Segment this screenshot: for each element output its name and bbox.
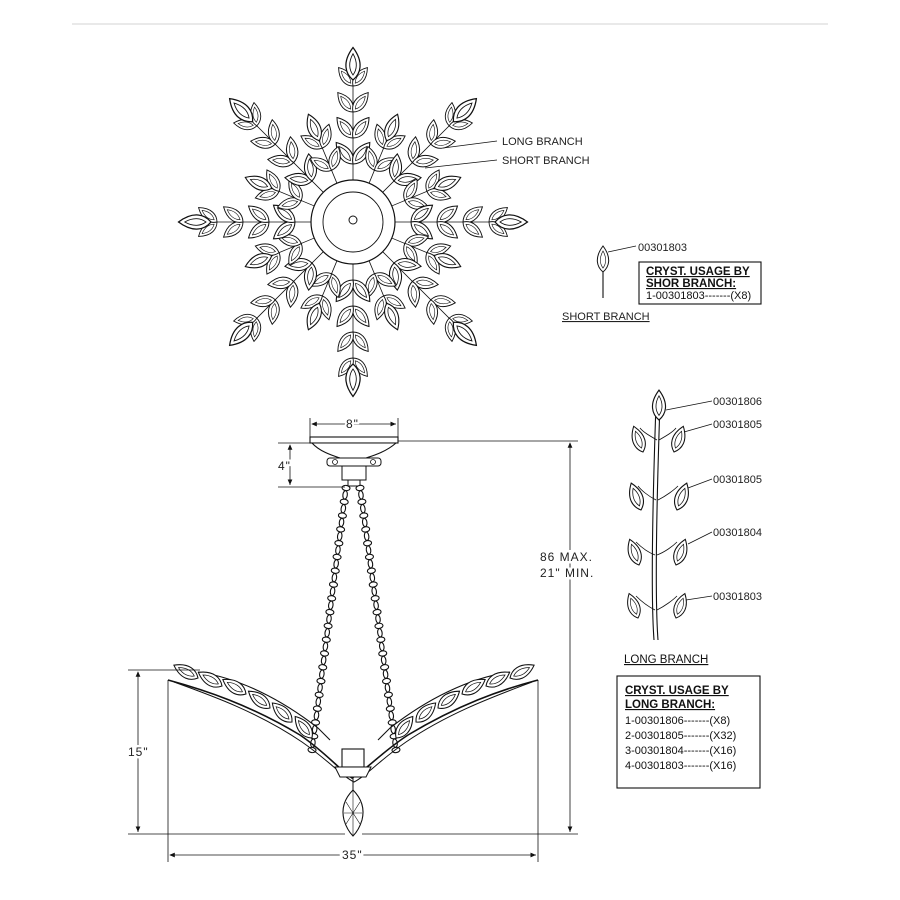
dim-fixture-height-label: 15" <box>128 745 149 759</box>
chain-link <box>385 683 391 692</box>
short-branch-part-code: 00301803 <box>638 242 687 254</box>
chain-link <box>314 711 319 720</box>
chain-link <box>377 637 386 643</box>
chain-link <box>377 628 383 637</box>
chain-link <box>330 587 335 596</box>
long-usage-row-3: 3-00301804-------(X16) <box>625 745 737 757</box>
dim-overall-height-max: 86 MAX. <box>540 550 594 564</box>
chain-link <box>373 601 379 610</box>
chain-link <box>313 706 322 712</box>
chain-link <box>335 540 344 546</box>
chain-link <box>316 697 321 706</box>
chain-link <box>324 623 333 629</box>
dim-canopy-width-label: 8" <box>346 417 359 431</box>
chain-link <box>328 601 333 610</box>
chain-link <box>322 637 331 643</box>
chain-link <box>356 485 365 491</box>
chain-link <box>364 532 370 541</box>
long-branch-detail <box>624 390 712 640</box>
chain-link <box>320 650 329 656</box>
chain-link <box>362 518 368 527</box>
chain-link <box>319 670 324 679</box>
chain-link <box>333 554 342 560</box>
left-chain <box>308 485 351 753</box>
chain-link <box>366 546 372 555</box>
chain-link <box>311 719 320 725</box>
chain-link <box>317 683 322 692</box>
chain-link <box>323 642 328 651</box>
chain-link <box>371 595 380 601</box>
chain-link <box>342 490 347 499</box>
arm-leaf <box>483 667 513 691</box>
chain-link <box>335 546 340 555</box>
chain-link <box>326 615 331 624</box>
chain-link <box>371 587 377 596</box>
short-branch-usage-table <box>639 262 761 304</box>
chain-link <box>333 559 338 568</box>
short-branch-caption: SHORT BRANCH <box>562 311 650 323</box>
dim-overall-height-min: 21" MIN. <box>540 566 595 580</box>
chain-link <box>378 650 387 656</box>
chain-link <box>368 559 374 568</box>
chain-link <box>383 670 389 679</box>
chain-link <box>331 568 340 574</box>
chain-link <box>342 485 351 491</box>
ray-tip-leaf <box>495 215 528 229</box>
chain-link <box>370 573 376 582</box>
chain-link <box>367 568 376 574</box>
chain-link <box>336 526 345 532</box>
chain-link <box>329 581 338 587</box>
chain-link <box>358 490 364 499</box>
chain-link <box>380 664 389 670</box>
chain-link <box>373 609 382 615</box>
long-usage-row-4: 4-00301803-------(X16) <box>625 760 737 772</box>
arm-leaf <box>507 660 537 683</box>
short-usage-row: 1-00301803-------(X8) <box>646 290 752 302</box>
long-branch-part-code-4: 00301804 <box>713 527 762 539</box>
chain-link <box>375 615 381 624</box>
long-usage-title-2: LONG BRANCH: <box>625 699 716 711</box>
chain-link <box>315 692 324 698</box>
chain-link <box>369 581 378 587</box>
long-branch-caption: LONG BRANCH <box>624 654 709 666</box>
right-chain <box>356 485 401 753</box>
chain-link <box>327 595 336 601</box>
chain-link <box>379 642 385 651</box>
chain-link <box>339 518 344 527</box>
dim-fixture-width-label: 35" <box>342 848 363 862</box>
long-usage-row-2: 2-00301805-------(X32) <box>625 730 737 742</box>
long-branch-usage-table <box>617 676 760 788</box>
chain-link <box>382 678 391 684</box>
long-branch-part-code-3: 00301805 <box>713 474 762 486</box>
chain-link <box>387 697 393 706</box>
chain-link <box>318 664 327 670</box>
chain-link <box>361 526 370 532</box>
dim-overall-height <box>362 441 578 834</box>
chain-link <box>386 706 395 712</box>
long-usage-title-1: CRYST. USAGE BY <box>625 685 729 697</box>
short-usage-title-1: CRYST. USAGE BY <box>646 266 750 278</box>
chain-link <box>359 512 368 518</box>
label-long-branch: LONG BRANCH <box>502 136 583 148</box>
ray-tip-leaf <box>179 215 212 229</box>
short-branch-detail <box>597 246 636 298</box>
chain-link <box>324 628 329 637</box>
chain-link <box>365 554 374 560</box>
arm-leaf <box>195 667 225 691</box>
chain-link <box>317 678 326 684</box>
chain-link <box>332 573 337 582</box>
chain-link <box>360 504 366 513</box>
fixture-body <box>168 660 538 836</box>
long-usage-row-1: 1-00301806-------(X8) <box>625 715 731 727</box>
arm-leaf <box>171 660 201 683</box>
chain-link <box>326 609 335 615</box>
long-branch-part-code-2: 00301805 <box>713 419 762 431</box>
label-short-branch: SHORT BRANCH <box>502 155 590 167</box>
chain-link <box>389 711 395 720</box>
dim-canopy-height-label: 4" <box>278 459 291 473</box>
chain-link <box>358 499 367 505</box>
chain-link <box>338 512 347 518</box>
chain-link <box>337 532 342 541</box>
chain-link <box>381 656 387 665</box>
top-view-canopy <box>311 180 395 264</box>
chain-link <box>321 656 326 665</box>
suspension-chains <box>308 485 401 753</box>
long-branch-part-code-5: 00301803 <box>713 591 762 603</box>
chain-link <box>341 504 346 513</box>
short-usage-title-2: SHOR BRANCH: <box>646 278 737 290</box>
chain-link <box>340 499 349 505</box>
long-branch-part-code-1: 00301806 <box>713 396 762 408</box>
chain-link <box>375 623 384 629</box>
chain-link <box>363 540 372 546</box>
chain-link <box>384 692 393 698</box>
canopy <box>310 437 398 486</box>
ray-tip-leaf <box>346 48 360 81</box>
ray-tip-leaf <box>346 364 360 397</box>
